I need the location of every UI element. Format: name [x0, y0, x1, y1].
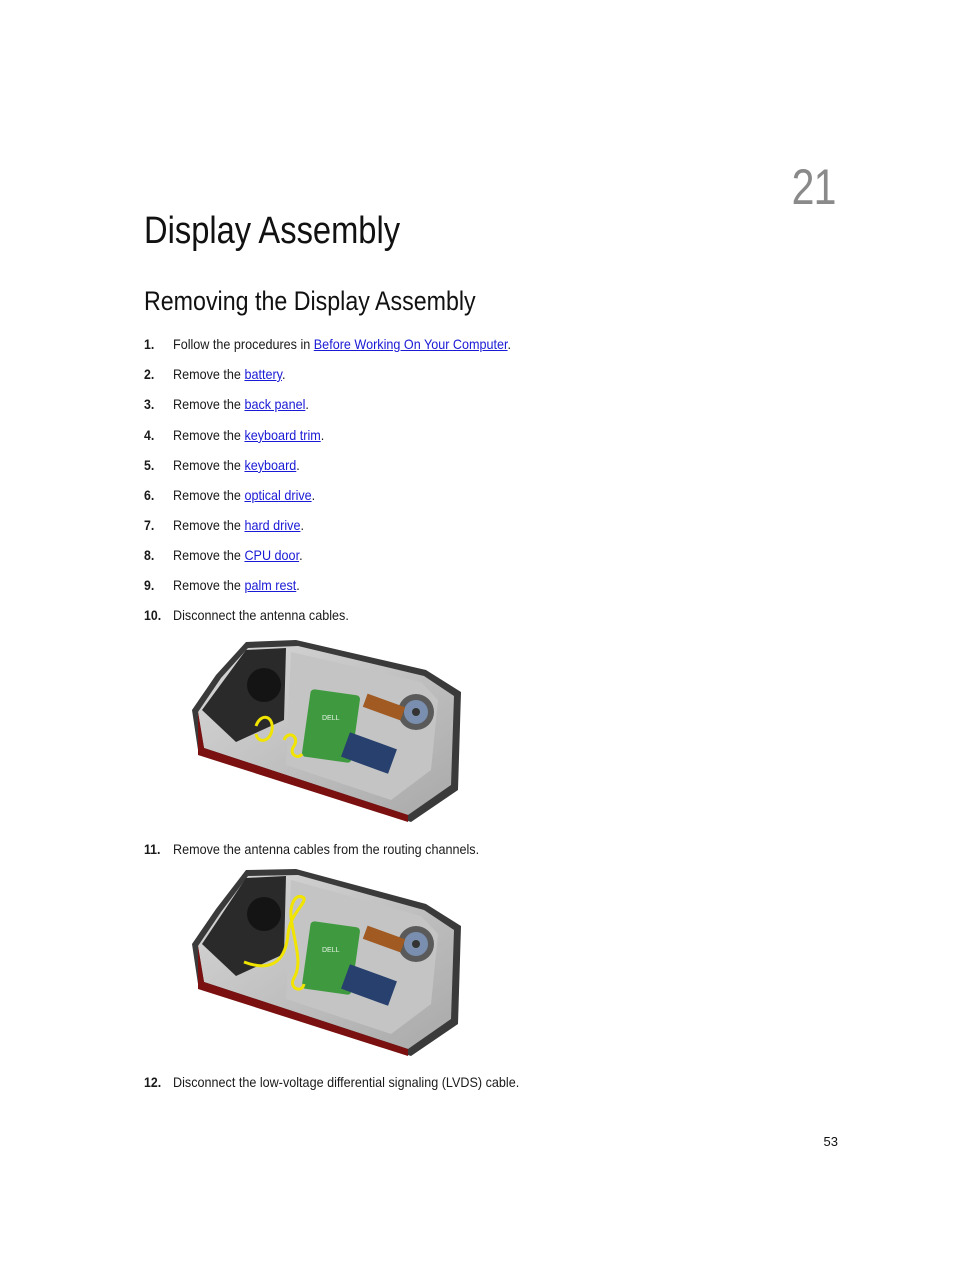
step-number: 8. — [144, 547, 155, 563]
step-text: Remove the antenna cables from the routing channels. — [173, 841, 480, 857]
step-number: 1. — [144, 336, 155, 352]
chapter-title: Display Assembly — [144, 210, 401, 252]
step-text: Disconnect the antenna cables. — [173, 607, 349, 623]
step-punct: . — [296, 457, 300, 473]
section-title: Removing the Display Assembly — [144, 286, 476, 316]
step-text: Follow the procedures in — [173, 336, 314, 352]
battery-link[interactable]: battery — [244, 366, 283, 382]
step-punct: . — [320, 427, 325, 443]
step-punct: . — [305, 396, 309, 412]
step-text: Remove the — [173, 396, 245, 412]
step-punct: . — [296, 577, 300, 593]
step-number: 12. — [144, 1074, 162, 1090]
step-number: 6. — [144, 487, 155, 503]
step-number: 2. — [144, 366, 155, 382]
step-number: 3. — [144, 396, 155, 412]
step-text: Remove the — [173, 427, 245, 443]
antenna-cables-connected-image — [176, 630, 466, 825]
page-number: 53 — [823, 1134, 838, 1149]
step-punct: . — [300, 517, 304, 533]
step-number: 5. — [144, 457, 155, 473]
keyboard-link[interactable]: keyboard — [244, 457, 297, 473]
svg-text:DELL: DELL — [322, 715, 340, 722]
step-text: Remove the — [173, 547, 245, 563]
step-6 — [144, 486, 331, 504]
keyboard-trim-link[interactable]: keyboard trim — [244, 427, 321, 443]
step-8 — [144, 546, 317, 564]
step-12 — [144, 1073, 558, 1091]
step-text: Remove the — [173, 366, 245, 382]
step-text: Remove the — [173, 457, 245, 473]
step-7 — [144, 516, 319, 534]
step-5 — [144, 456, 314, 474]
back-panel-link[interactable]: back panel — [244, 396, 306, 412]
step-9 — [144, 576, 314, 594]
step-11 — [144, 840, 513, 858]
palm-rest-link[interactable]: palm rest — [244, 577, 297, 593]
chapter-number: 21 — [792, 159, 836, 215]
hard-drive-link[interactable]: hard drive — [244, 517, 301, 533]
step-number: 9. — [144, 577, 155, 593]
step-10 — [144, 606, 368, 624]
step-punct: . — [282, 366, 286, 382]
step-text: Remove the — [173, 517, 245, 533]
step-2 — [144, 365, 298, 383]
optical-drive-link[interactable]: optical drive — [244, 487, 312, 503]
step-number: 11. — [144, 841, 161, 857]
step-text: Remove the — [173, 577, 245, 593]
step-text: Remove the — [173, 487, 245, 503]
antenna-cables-routing-image — [176, 864, 466, 1059]
step-number: 10. — [144, 607, 162, 623]
step-text: Disconnect the low-voltage differential signaling (LVDS) cable. — [173, 1074, 520, 1090]
step-punct: . — [299, 547, 303, 563]
step-3 — [144, 395, 324, 413]
step-4 — [144, 426, 341, 444]
svg-text:DELL: DELL — [322, 947, 340, 954]
step-punct: . — [311, 487, 316, 503]
step-number: 7. — [144, 517, 155, 533]
step-1 — [144, 335, 549, 353]
step-punct: . — [507, 336, 512, 352]
step-number: 4. — [144, 427, 155, 443]
before-working-link[interactable]: Before Working On Your Computer — [313, 336, 508, 352]
cpu-door-link[interactable]: CPU door — [244, 547, 300, 563]
